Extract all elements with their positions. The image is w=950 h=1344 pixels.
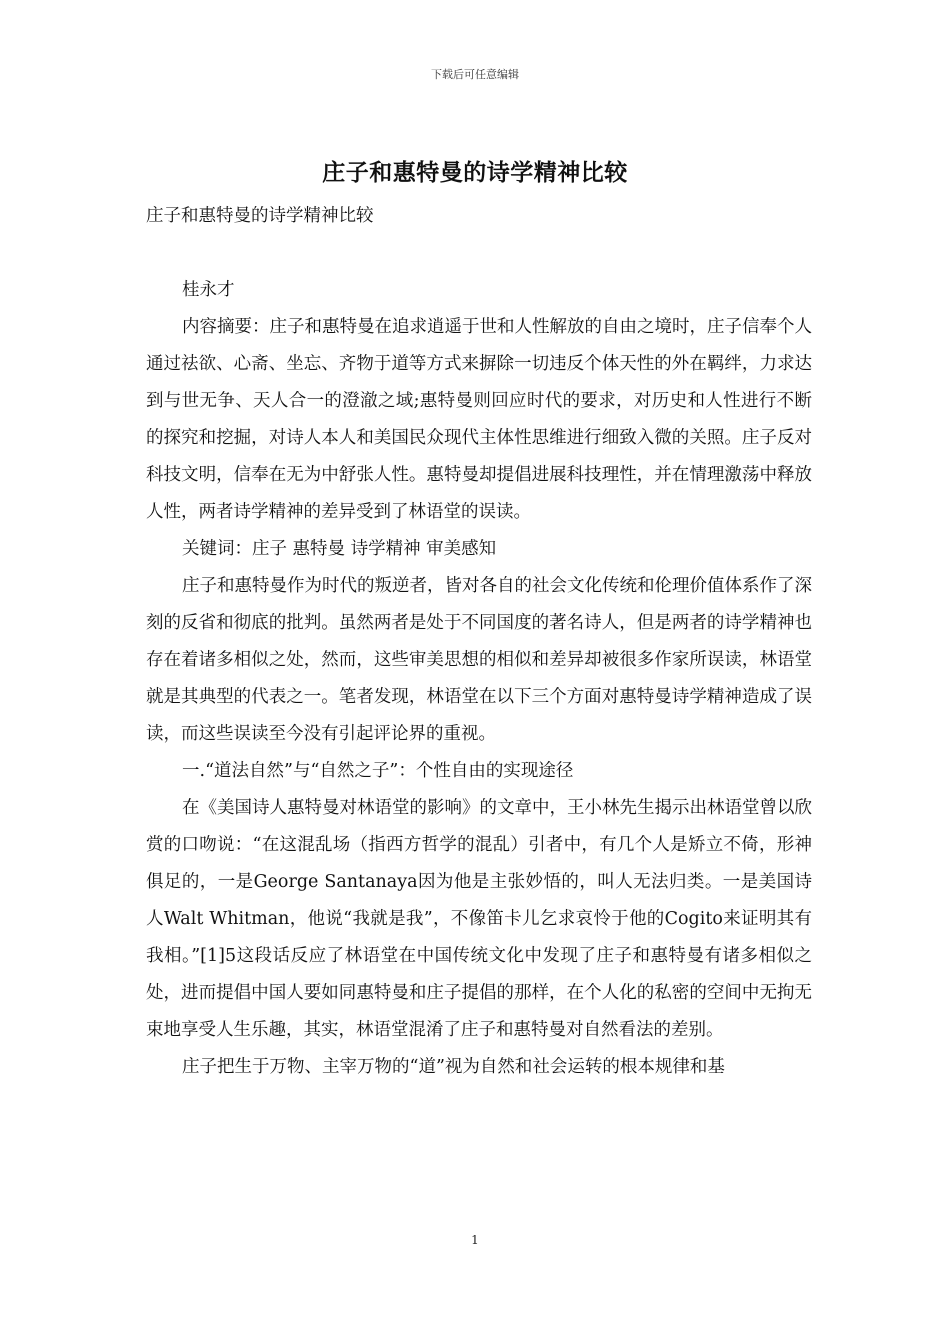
body-paragraph: 庄子把生于万物、主宰万物的“道”视为自然和社会运转的根本规律和基 [182, 1057, 725, 1077]
page-header-note: 下载后可任意编辑 [431, 68, 519, 81]
page-number: 1 [471, 1233, 479, 1247]
document-title: 庄子和惠特曼的诗学精神比较 [322, 159, 628, 186]
abstract-paragraph: 内容摘要：庄子和惠特曼在追求逍遥于世和人性解放的自由之境时，庄子信奉个人通过祛欲、心斋、坐忘、齐物于道等方式来摒除一切违反个体天性的外在羁绊，力求达到与世无争、天人合一的澄澈之域;惠特曼则回应时代的要求，对历史和人性进行不断的探究和挖掘，对诗人本人和美国民众现代主体性思维进行细致入微的关照。庄子反对科技文明，信奉在无为中舒张人性。惠特曼却提倡进展科技理性，并在情理激荡中释放人性，两者诗学精神的差异受到了林语堂的误读。 [146, 317, 812, 522]
body-paragraph: 在《美国诗人惠特曼对林语堂的影响》的文章中，王小林先生揭示出林语堂曾以欣赏的口吻说：“在这混乱场（指西方哲学的混乱）引者中，有几个人是矫立不倚，形神俱足的，一是George Santanaya因为他是主张妙悟的，叫人无法归类。一是美国诗人Walt Whitman，他说“我就是我”，不像笛卡儿乞求哀怜于他的Cogito来证明其有我相。”[1]5这段话反应了林语堂在中国传统文化中发现了庄子和惠特曼有诸多相似之处，进而提倡中国人要如同惠特曼和庄子提倡的那样，在个人化的私密的空间中无拘无束地享受人生乐趣，其实，林语堂混淆了庄子和惠特曼对自然看法的差别。 [146, 798, 812, 1040]
author-name: 桂永才 [182, 280, 235, 300]
blank-line [146, 235, 812, 272]
document-subtitle: 庄子和惠特曼的诗学精神比较 [146, 206, 374, 226]
document-body [146, 198, 812, 1086]
intro-paragraph: 庄子和惠特曼作为时代的叛逆者，皆对各自的社会文化传统和伦理价值体系作了深刻的反省和彻底的批判。虽然两者是处于不同国度的著名诗人，但是两者的诗学精神也存在着诸多相似之处，然而，这些审美思想的相似和差异却被很多作家所误读，林语堂就是其典型的代表之一。笔者发现，林语堂在以下三个方面对惠特曼诗学精神造成了误读，而这些误读至今没有引起评论界的重视。 [146, 576, 812, 744]
section-heading: 一.“道法自然”与“自然之子”：个性自由的实现途径 [182, 761, 574, 781]
keywords-line: 关键词：庄子 惠特曼 诗学精神 审美感知 [182, 539, 497, 559]
